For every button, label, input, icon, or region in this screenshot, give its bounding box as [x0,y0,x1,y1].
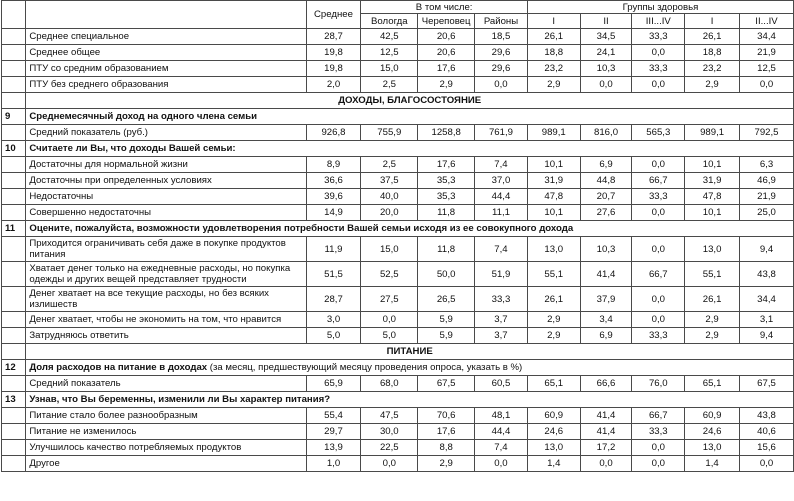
value-cell: 43,8 [740,408,794,424]
row-num-cell [2,125,26,141]
value-cell: 2,9 [685,312,740,328]
question-number: 13 [2,392,26,408]
value-cell: 10,1 [527,157,580,173]
value-cell: 3,7 [475,312,528,328]
table-row [2,61,794,77]
value-cell: 60,9 [527,408,580,424]
value-cell: 52,5 [361,262,418,287]
question-row [2,221,794,237]
value-cell: 3,0 [306,312,361,328]
value-cell: 0,0 [361,456,418,472]
value-cell: 7,4 [475,440,528,456]
value-cell: 0,0 [475,456,528,472]
value-cell: 20,7 [580,189,632,205]
value-cell: 19,8 [306,45,361,61]
value-cell: 6,9 [580,328,632,344]
row-label: Питание не изменилось [26,424,306,440]
row-num-cell [2,424,26,440]
value-cell: 31,9 [527,173,580,189]
value-cell: 47,8 [685,189,740,205]
value-cell: 0,0 [632,77,685,93]
header-sub: Вологда [361,14,418,29]
value-cell: 989,1 [685,125,740,141]
value-cell: 20,6 [418,45,475,61]
question-row [2,360,794,376]
section-num-cell [2,344,26,360]
value-cell: 60,5 [475,376,528,392]
row-num-cell [2,262,26,287]
value-cell: 26,5 [418,287,475,312]
value-cell: 17,6 [418,61,475,77]
value-cell: 3,4 [580,312,632,328]
value-cell: 17,6 [418,424,475,440]
value-cell: 7,4 [475,237,528,262]
table-row [2,205,794,221]
value-cell: 0,0 [632,157,685,173]
section-title: ДОХОДЫ, БЛАГОСОСТОЯНИЕ [26,93,794,109]
value-cell: 30,0 [361,424,418,440]
row-label: Денег хватает на все текущие расходы, но без всяких излишеств [26,287,306,312]
row-num-cell [2,456,26,472]
row-label: ПТУ со средним образованием [26,61,306,77]
row-num-cell [2,77,26,93]
value-cell: 13,9 [306,440,361,456]
value-cell: 5,9 [418,328,475,344]
value-cell: 20,0 [361,205,418,221]
row-num-cell [2,312,26,328]
value-cell: 47,5 [361,408,418,424]
value-cell: 41,4 [580,262,632,287]
value-cell: 0,0 [632,205,685,221]
row-label: Питание стало более разнообразным [26,408,306,424]
table-row [2,376,794,392]
value-cell: 13,0 [527,237,580,262]
value-cell: 11,1 [475,205,528,221]
value-cell: 2,9 [685,77,740,93]
header-sub: II [580,14,632,29]
value-cell: 35,3 [418,189,475,205]
value-cell: 0,0 [580,456,632,472]
row-label: Денег хватает, чтобы не экономить на том, что нравится [26,312,306,328]
value-cell: 1,4 [685,456,740,472]
row-label: Хватает денег только на ежедневные расходы, но покупка одежды и других вещей представляет трудности [26,262,306,287]
value-cell: 44,4 [475,189,528,205]
value-cell: 33,3 [632,328,685,344]
value-cell: 0,0 [740,77,794,93]
row-label: Средний показатель [26,376,306,392]
value-cell: 51,9 [475,262,528,287]
value-cell: 40,0 [361,189,418,205]
value-cell: 76,0 [632,376,685,392]
value-cell: 2,5 [361,77,418,93]
value-cell: 33,3 [475,287,528,312]
value-cell: 6,3 [740,157,794,173]
value-cell: 47,8 [527,189,580,205]
row-num-cell [2,173,26,189]
value-cell: 26,1 [685,287,740,312]
value-cell: 565,3 [632,125,685,141]
value-cell: 46,9 [740,173,794,189]
value-cell: 29,6 [475,61,528,77]
value-cell: 0,0 [632,456,685,472]
row-num-cell [2,45,26,61]
value-cell: 10,1 [685,205,740,221]
value-cell: 37,0 [475,173,528,189]
value-cell: 1,0 [306,456,361,472]
value-cell: 2,9 [418,456,475,472]
row-num-cell [2,205,26,221]
value-cell: 18,8 [685,45,740,61]
value-cell: 2,9 [685,328,740,344]
value-cell: 989,1 [527,125,580,141]
question-cell [26,109,794,125]
value-cell: 33,3 [632,29,685,45]
row-label: Среднее специальное [26,29,306,45]
question-row [2,392,794,408]
value-cell: 22,5 [361,440,418,456]
value-cell: 13,0 [685,440,740,456]
section-num-cell [2,93,26,109]
value-cell: 23,2 [685,61,740,77]
value-cell: 0,0 [580,77,632,93]
value-cell: 24,6 [527,424,580,440]
value-cell: 18,5 [475,29,528,45]
value-cell: 2,9 [527,328,580,344]
value-cell: 0,0 [475,77,528,93]
value-cell: 0,0 [632,312,685,328]
row-label: Достаточны для нормальной жизни [26,157,306,173]
value-cell: 28,7 [306,29,361,45]
row-label: Затрудняюсь ответить [26,328,306,344]
value-cell: 65,1 [685,376,740,392]
value-cell: 5,0 [361,328,418,344]
value-cell: 68,0 [361,376,418,392]
table-row [2,125,794,141]
table-row [2,424,794,440]
row-num-cell [2,61,26,77]
value-cell: 17,2 [580,440,632,456]
value-cell: 1258,8 [418,125,475,141]
value-cell: 48,1 [475,408,528,424]
value-cell: 26,1 [685,29,740,45]
table-row [2,262,794,287]
section-row [2,93,794,109]
value-cell: 34,4 [740,287,794,312]
value-cell: 33,3 [632,424,685,440]
question-row [2,109,794,125]
value-cell: 66,7 [632,262,685,287]
table-header [2,1,794,29]
row-label: Среднее общее [26,45,306,61]
table-row [2,237,794,262]
table-row [2,189,794,205]
row-num-cell [2,408,26,424]
question-number: 12 [2,360,26,376]
value-cell: 44,4 [475,424,528,440]
value-cell: 66,7 [632,408,685,424]
value-cell: 5,0 [306,328,361,344]
value-cell: 27,6 [580,205,632,221]
value-cell: 51,5 [306,262,361,287]
value-cell: 23,2 [527,61,580,77]
value-cell: 41,4 [580,408,632,424]
value-cell: 40,6 [740,424,794,440]
value-cell: 24,6 [685,424,740,440]
row-num-cell [2,157,26,173]
value-cell: 42,5 [361,29,418,45]
value-cell: 15,0 [361,237,418,262]
value-cell: 67,5 [740,376,794,392]
value-cell: 0,0 [632,45,685,61]
header-row-top [2,1,794,14]
value-cell: 34,5 [580,29,632,45]
value-cell: 35,3 [418,173,475,189]
value-cell: 7,4 [475,157,528,173]
question-note: (за месяц, предшествующий месяцу проведения опроса, указать в %) [207,362,523,373]
header-sub: I [685,14,740,29]
header-in-total: В том числе: [361,1,527,14]
value-cell: 34,4 [740,29,794,45]
value-cell: 761,9 [475,125,528,141]
value-cell: 70,6 [418,408,475,424]
value-cell: 14,9 [306,205,361,221]
value-cell: 926,8 [306,125,361,141]
value-cell: 13,0 [527,440,580,456]
value-cell: 12,5 [361,45,418,61]
value-cell: 65,1 [527,376,580,392]
value-cell: 3,1 [740,312,794,328]
value-cell: 0,0 [632,237,685,262]
value-cell: 755,9 [361,125,418,141]
value-cell: 28,7 [306,287,361,312]
value-cell: 816,0 [580,125,632,141]
value-cell: 66,7 [632,173,685,189]
table-row [2,312,794,328]
value-cell: 17,6 [418,157,475,173]
value-cell: 19,8 [306,61,361,77]
table-row [2,456,794,472]
question-text: Среднемесячный доход на одного члена семьи [29,111,258,122]
row-num-cell [2,237,26,262]
value-cell: 20,6 [418,29,475,45]
row-label: Средний показатель (руб.) [26,125,306,141]
value-cell: 10,3 [580,61,632,77]
value-cell: 25,0 [740,205,794,221]
row-label: Приходится ограничивать себя даже в покупке продуктов питания [26,237,306,262]
table-row [2,408,794,424]
question-row [2,141,794,157]
value-cell: 10,1 [527,205,580,221]
value-cell: 26,1 [527,29,580,45]
value-cell: 11,8 [418,237,475,262]
question-cell [26,360,794,376]
value-cell: 21,9 [740,189,794,205]
table-row [2,328,794,344]
value-cell: 0,0 [361,312,418,328]
value-cell: 60,9 [685,408,740,424]
value-cell: 9,4 [740,328,794,344]
value-cell: 8,8 [418,440,475,456]
value-cell: 29,7 [306,424,361,440]
row-num-cell [2,287,26,312]
value-cell: 3,7 [475,328,528,344]
value-cell: 41,4 [580,424,632,440]
value-cell: 37,5 [361,173,418,189]
row-num-cell [2,29,26,45]
table-body [2,29,794,472]
table-row [2,440,794,456]
value-cell: 11,8 [418,205,475,221]
value-cell: 8,9 [306,157,361,173]
row-label: Совершенно недостаточны [26,205,306,221]
value-cell: 44,8 [580,173,632,189]
row-label: Улучшилось качество потребляемых продуктов [26,440,306,456]
header-sub: I [527,14,580,29]
row-num-cell [2,440,26,456]
value-cell: 26,1 [527,287,580,312]
value-cell: 55,4 [306,408,361,424]
header-average: Среднее [306,1,361,29]
question-cell [26,221,794,237]
value-cell: 66,6 [580,376,632,392]
value-cell: 67,5 [418,376,475,392]
value-cell: 18,8 [527,45,580,61]
value-cell: 29,6 [475,45,528,61]
value-cell: 0,0 [632,440,685,456]
value-cell: 2,9 [418,77,475,93]
value-cell: 31,9 [685,173,740,189]
row-num-cell [2,189,26,205]
value-cell: 0,0 [740,456,794,472]
header-num-cell [2,1,26,29]
value-cell: 33,3 [632,189,685,205]
table-row [2,77,794,93]
survey-table [1,0,794,472]
row-label: Достаточны при определенных условиях [26,173,306,189]
value-cell: 65,9 [306,376,361,392]
table-row [2,157,794,173]
question-text: Узнав, что Вы беременны, изменили ли Вы характер питания? [29,394,331,405]
question-cell [26,392,794,408]
value-cell: 10,3 [580,237,632,262]
question-text: Доля расходов на питание в доходах [29,362,208,373]
question-number: 10 [2,141,26,157]
table-row [2,173,794,189]
value-cell: 11,9 [306,237,361,262]
row-label: Другое [26,456,306,472]
value-cell: 36,6 [306,173,361,189]
question-text: Считаете ли Вы, что доходы Вашей семьи: [29,143,236,154]
value-cell: 55,1 [685,262,740,287]
table-row [2,29,794,45]
header-sub: Районы [475,14,528,29]
section-row [2,344,794,360]
value-cell: 15,6 [740,440,794,456]
header-label-cell [26,1,306,29]
row-label: Недостаточны [26,189,306,205]
table-row [2,45,794,61]
value-cell: 39,6 [306,189,361,205]
row-label: ПТУ без среднего образования [26,77,306,93]
value-cell: 2,0 [306,77,361,93]
value-cell: 50,0 [418,262,475,287]
value-cell: 5,9 [418,312,475,328]
row-num-cell [2,376,26,392]
value-cell: 1,4 [527,456,580,472]
question-number: 11 [2,221,26,237]
question-number: 9 [2,109,26,125]
value-cell: 10,1 [685,157,740,173]
value-cell: 33,3 [632,61,685,77]
header-sub: Череповец [418,14,475,29]
value-cell: 24,1 [580,45,632,61]
value-cell: 2,5 [361,157,418,173]
value-cell: 2,9 [527,77,580,93]
header-sub: II...IV [740,14,794,29]
table-row [2,287,794,312]
section-title: ПИТАНИЕ [26,344,794,360]
header-health-groups: Группы здоровья [527,1,793,14]
value-cell: 2,9 [527,312,580,328]
value-cell: 15,0 [361,61,418,77]
value-cell: 13,0 [685,237,740,262]
value-cell: 0,0 [632,287,685,312]
value-cell: 792,5 [740,125,794,141]
question-text: Оцените, пожалуйста, возможности удовлетворения потребности Вашей семьи исходя из ее совокупного дохода [29,223,574,234]
value-cell: 27,5 [361,287,418,312]
value-cell: 43,8 [740,262,794,287]
value-cell: 12,5 [740,61,794,77]
value-cell: 21,9 [740,45,794,61]
value-cell: 55,1 [527,262,580,287]
value-cell: 9,4 [740,237,794,262]
header-sub: III...IV [632,14,685,29]
value-cell: 6,9 [580,157,632,173]
question-cell [26,141,794,157]
row-num-cell [2,328,26,344]
value-cell: 37,9 [580,287,632,312]
